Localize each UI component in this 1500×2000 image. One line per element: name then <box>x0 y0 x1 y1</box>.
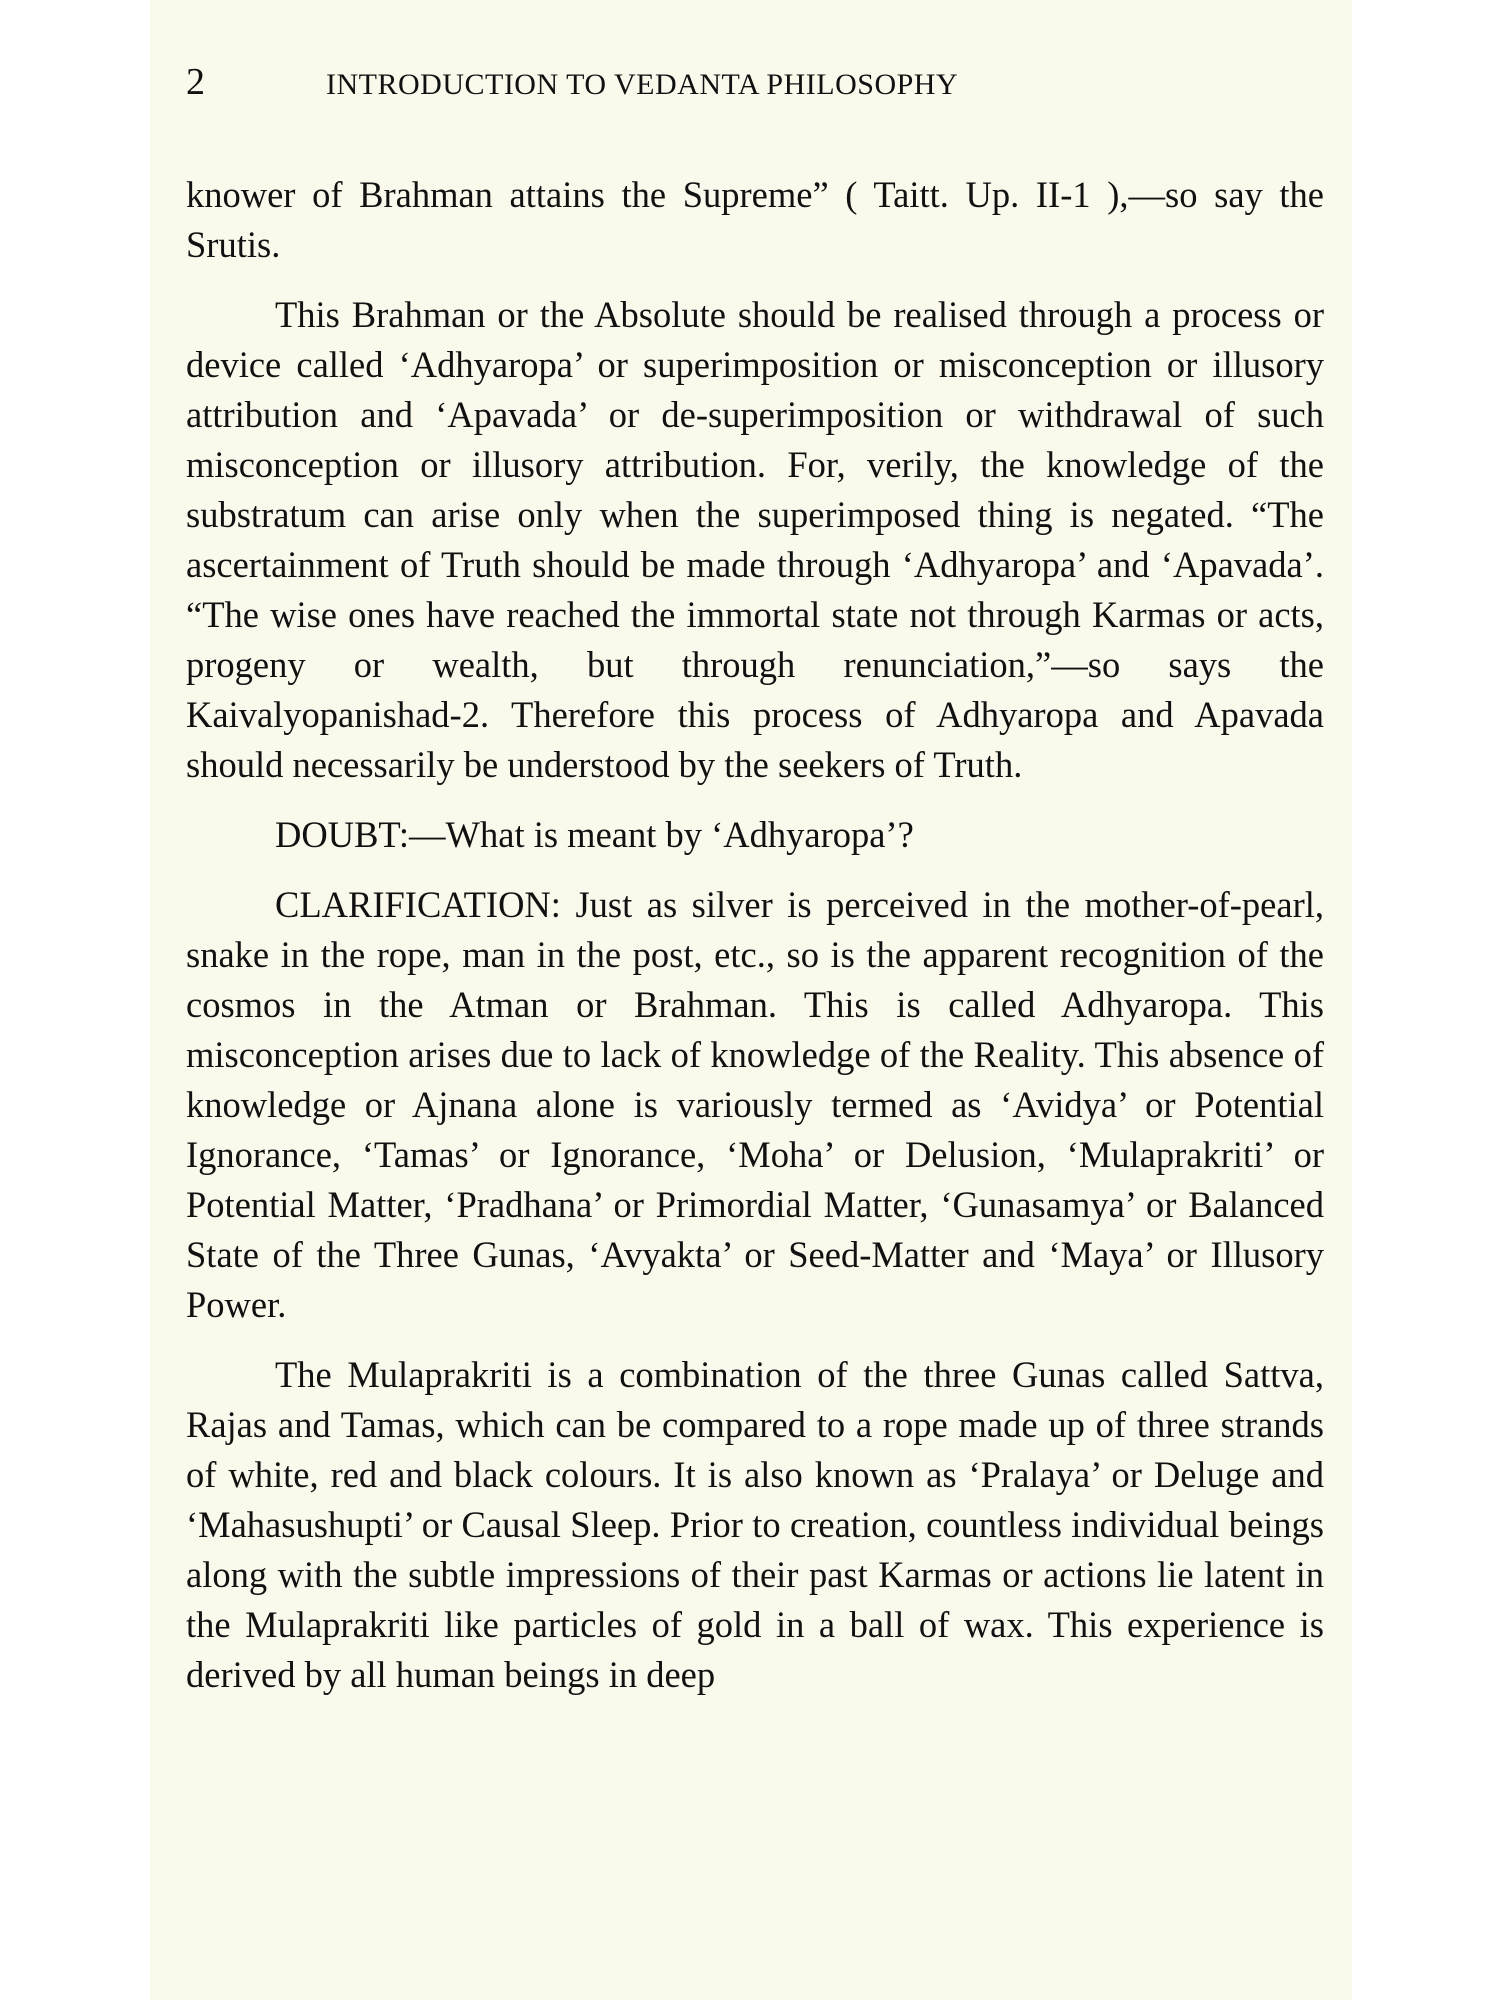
book-page <box>150 0 1352 2000</box>
paragraph-doubt: DOUBT:—What is meant by ‘Adhyaropa’? <box>275 814 914 855</box>
paragraph-mulaprakriti: The Mulaprakriti is a combination of the three Gunas called Sattva, Rajas and Tamas, which can be compared to a rope made up of three strands of white, red and black colours. It is also known as ‘Pralaya’ or Deluge and ‘Mahasushupti’ or Causal Sleep. Prior to creation, countless individual beings along with the subtle impressions of their past Karmas or actions lie latent in the Mulaprakriti like particles of gold in a ball of wax. This experience is derived by all human beings in deep <box>186 1354 1324 1695</box>
running-title: INTRODUCTION TO VEDANTA PHILOSOPHY <box>326 68 959 101</box>
paragraph-continuation: knower of Brahman attains the Supreme” ( Taitt. Up. II-1 ),—so say the Srutis. <box>186 174 1324 265</box>
page-number: 2 <box>186 61 205 103</box>
paragraph-clarification: CLARIFICATION: Just as silver is perceived in the mother-of-pearl, snake in the rope, man in the post, etc., so is the apparent recognition of the cosmos in the Atman or Brahman. This is called Adhyaropa. This misconception arises due to lack of knowledge of the Reality. This absence of knowledge or Ajnana alone is variously termed as ‘Avidya’ or Potential Ignorance, ‘Tamas’ or Ignorance, ‘Moha’ or Delusion, ‘Mulaprakriti’ or Potential Matter, ‘Pradhana’ or Primordial Matter, ‘Gunasamya’ or Balanced State of the Three Gunas, ‘Avyakta’ or Seed-Matter and ‘Maya’ or Illusory Power. <box>186 884 1324 1325</box>
running-head <box>186 60 1324 116</box>
paragraph-adhyaropa-apavada: This Brahman or the Absolute should be realised through a process or device called ‘Adhyaropa’ or superimposition or misconception or illusory attribution and ‘Apavada’ or de-superimposition or withdrawal of such misconception or illusory attribution. For, verily, the knowledge of the substratum can arise only when the superimposed thing is negated. “The ascertainment of Truth should be made through ‘Adhyaropa’ and ‘Apavada’. “The wise ones have reached the immortal state not through Karmas or acts, progeny or wealth, but through renunciation,”—so says the Kaivalyopanishad-2. Therefore this process of Adhyaropa and Apavada should necessarily be understood by the seekers of Truth. <box>186 294 1324 785</box>
